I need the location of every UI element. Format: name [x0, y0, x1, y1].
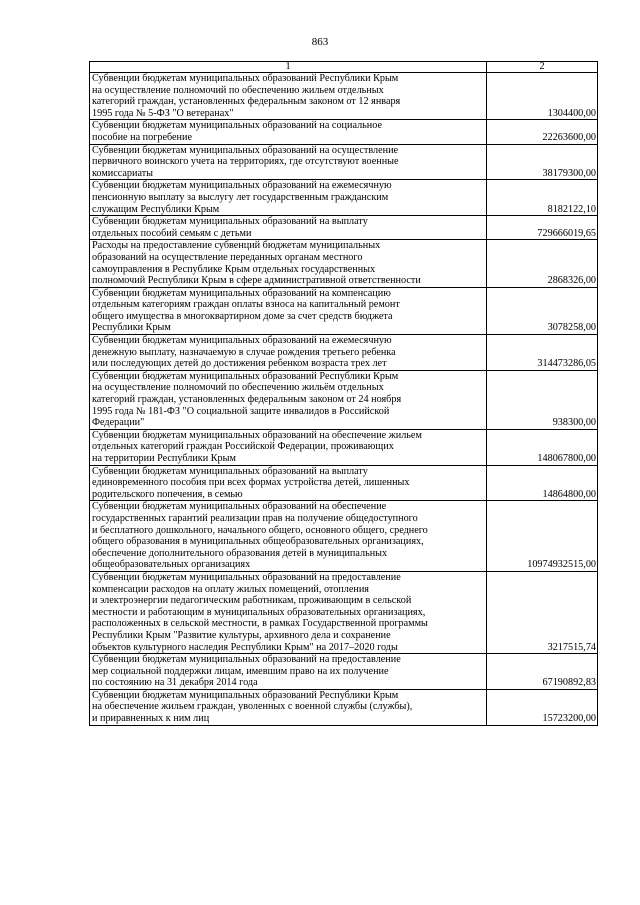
row-description: Субвенции бюджетам муниципальных образований на ежемесячную денежную выплату, назначаемую в случае рождения третьего ребенка или последующих детей до достижения ребенком возраста трех лет	[90, 335, 487, 371]
table-row	[90, 287, 598, 334]
table-row	[90, 501, 598, 572]
row-amount: 3078258,00	[487, 287, 598, 334]
row-amount: 38179300,00	[487, 144, 598, 180]
table-row	[90, 370, 598, 429]
row-description: Субвенции бюджетам муниципальных образований Республики Крым на осуществление полномочий по обеспечению жильем отдельных категорий граждан, установленных федеральным законом от 12 января 1995 года № 5-ФЗ "О ветеранах"	[90, 73, 487, 120]
table-row	[90, 689, 598, 725]
row-amount: 2868326,00	[487, 240, 598, 287]
table-row	[90, 240, 598, 287]
row-amount: 314473286,05	[487, 335, 598, 371]
row-amount: 8182122,10	[487, 180, 598, 216]
budget-table	[89, 61, 598, 726]
table-row	[90, 120, 598, 144]
row-description: Субвенции бюджетам муниципальных образований на выплату отдельных пособий семьям с детьми	[90, 216, 487, 240]
row-amount: 22263600,00	[487, 120, 598, 144]
table-row	[90, 571, 598, 653]
table-row	[90, 654, 598, 690]
table-header-row	[90, 62, 598, 73]
row-description: Субвенции бюджетам муниципальных образований на ежемесячную пенсионную выплату за выслугу лет государственным гражданским служащим Республики Крым	[90, 180, 487, 216]
row-amount: 938300,00	[487, 370, 598, 429]
table-row	[90, 73, 598, 120]
table-row	[90, 216, 598, 240]
table-row	[90, 335, 598, 371]
row-amount: 14864800,00	[487, 465, 598, 501]
table-row	[90, 465, 598, 501]
page-number: 863	[311, 36, 329, 48]
row-amount: 1304400,00	[487, 73, 598, 120]
column-header-2: 2	[487, 62, 598, 73]
table-row	[90, 144, 598, 180]
row-amount: 67190892,83	[487, 654, 598, 690]
row-description: Субвенции бюджетам муниципальных образований на предоставление мер социальной поддержки лицам, имевшим право на их получение по состоянию на 31 декабря 2014 года	[90, 654, 487, 690]
row-description: Субвенции бюджетам муниципальных образований на предоставление компенсации расходов на оплату жилых помещений, отопления и электроэнергии педагогическим работникам, проживающим в сельской местности и работающим в муниципальных образовательных организациях, расположенных в сельской местности, в рамках Государственной программы Республики Крым "Развитие культуры, архивного дела и сохранение объектов культурного наследия Республики Крым" на 2017–2020 годы	[90, 571, 487, 653]
row-amount: 148067800,00	[487, 429, 598, 465]
row-description: Расходы на предоставление субвенций бюджетам муниципальных образований на осуществление переданных органам местного самоуправления в Республике Крым отдельных государственных полномочий Республики Крым в сфере административной ответственности	[90, 240, 487, 287]
row-amount: 15723200,00	[487, 689, 598, 725]
row-amount: 10974932515,00	[487, 501, 598, 572]
row-description: Субвенции бюджетам муниципальных образований на осуществление первичного воинского учета на территориях, где отсутствуют военные комиссариаты	[90, 144, 487, 180]
row-amount: 3217515,74	[487, 571, 598, 653]
row-amount: 729666019,65	[487, 216, 598, 240]
row-description: Субвенции бюджетам муниципальных образований на обеспечение государственных гарантий реализации прав на получение общедоступного и бесплатного дошкольного, начального общего, основного общего, среднего общего образования в муниципальных общеобразовательных организациях, обеспечение дополнительного образования детей в муниципальных общеобразовательных организациях	[90, 501, 487, 572]
table-row	[90, 180, 598, 216]
row-description: Субвенции бюджетам муниципальных образований на обеспечение жильем отдельных категорий граждан Российской Федерации, проживающих на территории Республики Крым	[90, 429, 487, 465]
row-description: Субвенции бюджетам муниципальных образований на выплату единовременного пособия при всех формах устройства детей, лишенных родительского попечения, в семью	[90, 465, 487, 501]
column-header-1: 1	[90, 62, 487, 73]
row-description: Субвенции бюджетам муниципальных образований Республики Крым на осуществление полномочий по обеспечению жильём отдельных категорий граждан, установленных федеральным законом от 24 ноября 1995 года № 181-ФЗ "О социальной защите инвалидов в Российской Федерации"	[90, 370, 487, 429]
row-description: Субвенции бюджетам муниципальных образований на социальное пособие на погребение	[90, 120, 487, 144]
row-description: Субвенции бюджетам муниципальных образований Республики Крым на обеспечение жильем граждан, уволенных с военной службы (службы), и приравненных к ним лиц	[90, 689, 487, 725]
row-description: Субвенции бюджетам муниципальных образований на компенсацию отдельным категориям граждан оплаты взноса на капитальный ремонт общего имущества в многоквартирном доме за счет средств бюджета Республики Крым	[90, 287, 487, 334]
table-row	[90, 429, 598, 465]
